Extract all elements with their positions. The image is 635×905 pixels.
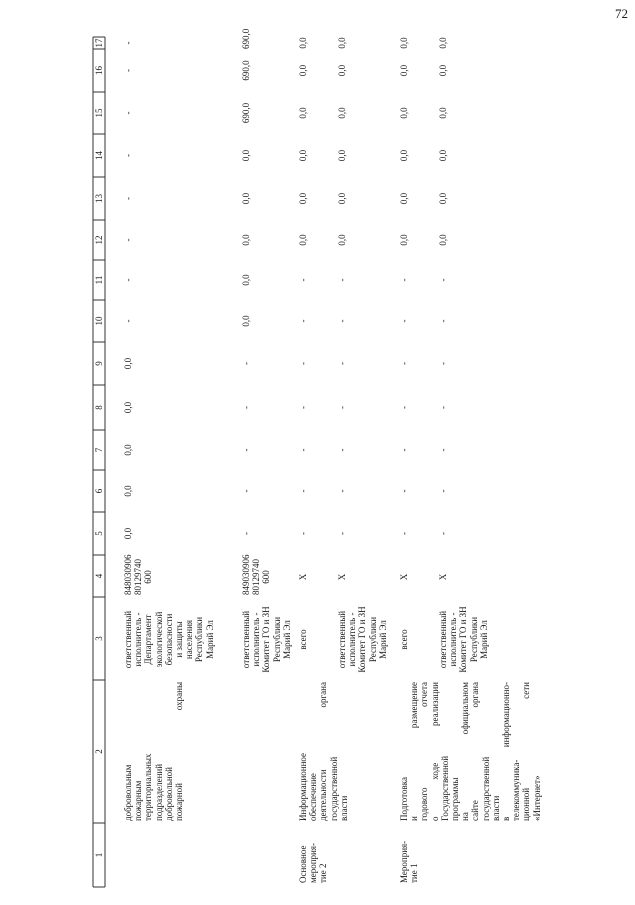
row-0-col2-line: пожарным	[133, 780, 144, 821]
row-4-col2	[399, 682, 542, 821]
row-4-col2-line: Государственной	[439, 755, 450, 821]
row-3-col5-value: -	[337, 532, 347, 535]
row-0-col3-line: и защиты	[174, 621, 185, 658]
header-col-1: 1	[94, 852, 104, 858]
row-3-col13-value: 0,0	[337, 192, 347, 205]
row-4-col4	[399, 559, 409, 595]
header-col-2: 2	[94, 749, 104, 754]
row-0-col3-line: исполнитель -	[133, 612, 144, 667]
row-4-col2-line: сайте органа	[470, 682, 481, 821]
row-5-col7-value: -	[438, 448, 448, 452]
row-3-col4-line: Х	[337, 573, 347, 581]
row-2-col5-value: -	[298, 532, 308, 535]
row-4-col2-line: и размещение	[409, 682, 420, 821]
row-0-col14-value: -	[123, 154, 133, 157]
row-4-col7-value: -	[399, 448, 409, 452]
row-5-col4	[438, 559, 448, 595]
row-4-col2-line: власти	[490, 795, 501, 821]
row-4-col2-line: государственной	[480, 756, 491, 821]
row-0-col5-value: 0,0	[123, 527, 133, 540]
row-4-col6-value: -	[399, 489, 409, 493]
row-2-col16-value: 0,0	[298, 64, 308, 77]
row-4-col3-line: всего	[399, 629, 409, 650]
row-1-col4-line: 849030906	[241, 554, 251, 595]
row-2-col10-value: -	[298, 319, 308, 323]
row-1-col9-value: -	[241, 362, 251, 365]
row-5-col9-value: -	[438, 362, 448, 365]
row-3-col3-line: ответственный	[337, 610, 347, 669]
row-2-col1-line: тие 2	[318, 863, 329, 883]
row-0-col4-line: 80129740	[133, 559, 144, 595]
row-4-col1-line: тие 1	[409, 863, 420, 883]
header-col-17: 17	[94, 38, 104, 48]
row-2-col2-line: Информационное	[298, 752, 308, 821]
row-1-col3-line: Республики	[271, 616, 282, 663]
row-2-col17-value: 0,0	[298, 37, 308, 49]
row-2-col6-value: -	[298, 489, 308, 493]
row-1-col4	[241, 554, 272, 595]
row-1-col4-line: 80129740	[251, 559, 262, 595]
row-5-col3-line: Комитет ГО и ЗН	[458, 606, 469, 673]
row-2-col3-line: всего	[298, 629, 308, 650]
row-3-col14-value: 0,0	[337, 149, 347, 162]
row-0-col3-line: ответственный	[123, 610, 133, 669]
row-0-col3-line: Марий Эл	[204, 620, 215, 659]
row-5-col3-line: Марий Эл	[478, 620, 489, 659]
row-3-col9-value: -	[337, 362, 347, 365]
row-0-col9-value: 0,0	[123, 357, 133, 370]
row-5-col3-line: ответственный	[438, 610, 448, 669]
row-3-col16-value: 0,0	[337, 64, 347, 77]
row-1-col17-value: 690,0	[241, 28, 251, 49]
row-4-col14-value: 0,0	[399, 149, 409, 162]
row-0-col11-value: -	[123, 278, 133, 282]
row-0-col3-line: Республики	[194, 616, 205, 663]
rotated-table	[93, 28, 542, 883]
row-2-col2-line: государственной	[328, 756, 339, 821]
row-4-col2-line: «Интернет»	[531, 775, 542, 821]
row-1-col15-value: 690,0	[241, 102, 251, 124]
row-1-col3-line: Марий Эл	[281, 620, 292, 659]
row-4-col2-line: ционной сети	[521, 682, 532, 821]
row-5-col3-line: Республики	[468, 616, 479, 663]
header-col-15: 15	[94, 108, 104, 118]
row-2-col1-line: мероприя-	[308, 843, 319, 883]
header-col-16: 16	[94, 66, 104, 75]
row-4-col4-line: Х	[399, 573, 409, 581]
row-2-col11-value: -	[298, 278, 308, 282]
row-4-col9-value: -	[399, 362, 409, 365]
header-col-4: 4	[94, 573, 104, 579]
row-1-col3	[241, 601, 292, 678]
row-4-col1-line: Мероприя-	[399, 840, 409, 883]
row-4-col3	[399, 601, 409, 678]
header-col-13: 13	[94, 194, 104, 203]
row-0-col13-value: -	[123, 197, 133, 200]
row-1-col12-value: 0,0	[241, 234, 251, 246]
row-2-col15-value: 0,0	[298, 107, 308, 119]
row-0-col2-line: подразделений	[153, 763, 164, 821]
row-2-col14-value: 0,0	[298, 149, 308, 162]
header-col-5: 5	[94, 531, 104, 536]
header-col-11: 11	[94, 275, 104, 285]
row-5-col10-value: -	[438, 319, 448, 323]
row-5-col4-line: Х	[438, 573, 448, 581]
row-3-col7-value: -	[337, 448, 347, 452]
row-2-col1-line: Основное	[298, 845, 308, 883]
row-0-col2-line: пожарной охраны	[174, 682, 185, 821]
row-1-col5-value: -	[241, 532, 251, 535]
row-5-col16-value: 0,0	[438, 64, 448, 77]
row-3-col11-value: -	[337, 278, 347, 282]
row-0-col2-line: добровольным	[123, 764, 133, 821]
row-0-col3-line: экологической	[153, 611, 164, 668]
row-2-col4-line: Х	[298, 573, 308, 581]
row-3-col3-line: Комитет ГО и ЗН	[357, 606, 368, 673]
row-4-col17-value: 0,0	[399, 37, 409, 49]
row-1-col16-value: 690,0	[241, 60, 251, 81]
row-4-col15-value: 0,0	[399, 107, 409, 119]
page-number: 72	[615, 6, 628, 21]
row-3-col8-value: -	[337, 406, 347, 409]
row-4-col1	[399, 823, 419, 883]
row-2-col3	[298, 601, 308, 678]
row-4-col12-value: 0,0	[399, 234, 409, 246]
row-0-col3-line: населения	[184, 619, 195, 660]
row-3-col12-value: 0,0	[337, 234, 347, 246]
row-1-col8-value: -	[241, 406, 251, 409]
row-5-col15-value: 0,0	[438, 107, 448, 119]
row-4-col2-line: телекоммуника-	[511, 759, 522, 821]
header-col-12: 12	[94, 235, 104, 245]
row-2-col7-value: -	[298, 448, 308, 452]
row-5-col12-value: 0,0	[438, 234, 448, 246]
row-4-col10-value: -	[399, 319, 409, 323]
row-3-col4	[337, 559, 347, 595]
row-4-col2-line: годового отчета	[419, 682, 430, 821]
row-0-col16-value: -	[123, 69, 133, 72]
row-3-col17-value: 0,0	[337, 37, 347, 49]
row-3-col10-value: -	[337, 319, 347, 323]
row-2-col4	[298, 559, 308, 595]
row-0-col10-value: -	[123, 319, 133, 323]
row-0-col7-value: 0,0	[123, 444, 133, 456]
row-0-col8-value: 0,0	[123, 401, 133, 414]
row-5-col5-value: -	[438, 532, 448, 535]
row-5-col13-value: 0,0	[438, 192, 448, 205]
row-2-col2-line: власти	[338, 795, 349, 821]
row-2-col13-value: 0,0	[298, 192, 308, 205]
row-1-col14-value: 0,0	[241, 149, 251, 162]
row-5-col3	[438, 601, 489, 678]
row-5-col3-line: исполнитель -	[448, 612, 459, 667]
header-col-8: 8	[94, 405, 104, 410]
row-4-col5-value: -	[399, 532, 409, 535]
row-4-col2-line: Подготовка	[399, 777, 409, 821]
row-1-col3-line: исполнитель -	[251, 612, 262, 667]
row-1-col4-line: 600	[261, 570, 272, 584]
table-grid	[93, 28, 635, 883]
row-3-col3	[337, 601, 388, 678]
row-0-col3-line: Департамент	[143, 614, 154, 665]
row-1-col11-value: 0,0	[241, 274, 251, 286]
row-0-col2-line: добровольной	[163, 767, 174, 821]
header-col-3: 3	[94, 636, 104, 641]
header-col-6: 6	[94, 488, 104, 494]
row-4-col11-value: -	[399, 278, 409, 282]
row-1-col3-line: ответственный	[241, 610, 251, 669]
row-5-col11-value: -	[438, 278, 448, 282]
row-0-col2	[123, 682, 184, 821]
row-3-col3-line: исполнитель -	[347, 612, 358, 667]
row-0-col3-line: безопасности	[163, 613, 174, 666]
row-0-col4	[123, 554, 154, 595]
row-4-col8-value: -	[399, 406, 409, 409]
row-0-col3	[123, 601, 215, 678]
row-3-col3-line: Марий Эл	[377, 620, 388, 659]
row-2-col1	[298, 823, 329, 883]
row-5-col17-value: 0,0	[438, 37, 448, 49]
row-5-col8-value: -	[438, 406, 448, 409]
row-1-col6-value: -	[241, 489, 251, 493]
row-4-col13-value: 0,0	[399, 192, 409, 205]
row-0-col6-value: 0,0	[123, 485, 133, 497]
row-3-col6-value: -	[337, 489, 347, 493]
row-2-col9-value: -	[298, 362, 308, 365]
row-1-col10-value: 0,0	[241, 315, 251, 327]
row-0-col17-value: -	[123, 41, 133, 45]
row-2-col2-line: деятельности органа	[318, 682, 329, 821]
row-4-col2-line: в информационно-	[501, 682, 512, 821]
row-4-col2-line: на официальном	[460, 682, 471, 821]
row-1-col13-value: 0,0	[241, 192, 251, 205]
row-5-col6-value: -	[438, 489, 448, 493]
row-4-col2-line: о ходе реализации	[429, 682, 440, 821]
row-1-col3-line: Комитет ГО и ЗН	[261, 606, 272, 673]
row-4-col16-value: 0,0	[399, 64, 409, 77]
row-2-col8-value: -	[298, 406, 308, 409]
row-2-col2-line: обеспечение	[308, 773, 319, 821]
row-3-col15-value: 0,0	[337, 107, 347, 119]
row-2-col2	[298, 682, 349, 821]
header-col-9: 9	[94, 361, 104, 366]
row-4-col2-line: программы	[450, 777, 461, 821]
row-5-col14-value: 0,0	[438, 149, 448, 162]
header-col-10: 10	[94, 316, 104, 326]
row-0-col4-line: 848030906	[123, 554, 133, 595]
row-2-col12-value: 0,0	[298, 234, 308, 246]
row-1-col7-value: -	[241, 448, 251, 452]
header-col-14: 14	[94, 151, 104, 160]
row-0-col2-line: территориальных	[143, 753, 154, 821]
row-0-col12-value: -	[123, 238, 133, 242]
row-0-col4-line: 600	[143, 570, 154, 584]
row-0-col15-value: -	[123, 111, 133, 115]
header-col-7: 7	[94, 447, 104, 453]
row-3-col3-line: Республики	[367, 616, 378, 663]
